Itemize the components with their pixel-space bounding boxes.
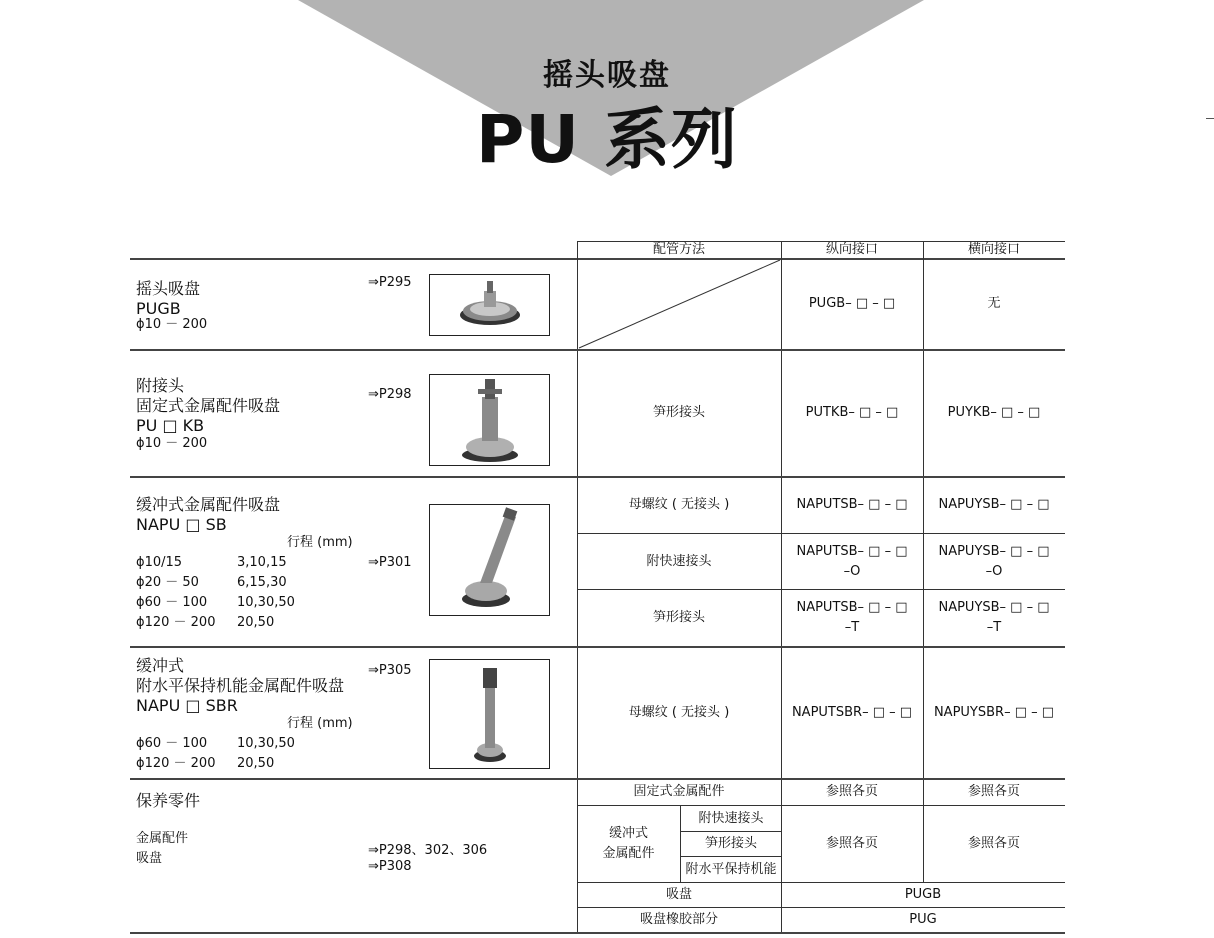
maint-rubber-label: 吸盘橡胶部分 [639, 912, 718, 927]
row3-stroke-label: 行程 (mm) [287, 535, 353, 550]
row4-page-ref[interactable]: ⇒P305 [368, 663, 412, 678]
row1-product-image [429, 274, 550, 336]
row2-name: 附接头 固定式金属配件吸盘 PU □ KB [136, 376, 281, 435]
buffer-fitting-pad-icon [430, 505, 549, 615]
row4-name: 缓冲式 附水平保持机能金属配件吸盘 NAPU □ SBR [136, 656, 345, 715]
swivel-pad-icon [430, 275, 549, 335]
table-bottom-rule [130, 932, 1065, 934]
row3-sub1-vertical: NAPUTSB– □ – □ [796, 497, 908, 512]
row3-stroke-3: 20,50 [237, 615, 275, 630]
row3-sub2-horizontal: NAPUYSB– □ – □ –O [938, 543, 1050, 579]
row3-size-0: ϕ10/15 [136, 555, 183, 570]
row4-stroke-1: 20,50 [237, 756, 275, 771]
maint-fixed-fitting: 固定式金属配件 [633, 784, 725, 799]
row2-vertical-model: PUTKB– □ – □ [805, 405, 899, 420]
maintenance-title: 保养零件 [136, 791, 201, 810]
maint-buffer-opt-quick: 附快速接头 [698, 810, 764, 826]
edge-mark [1206, 118, 1214, 119]
row4-horizontal-model: NAPUYSBR– □ – □ [933, 704, 1055, 720]
row3-sub2-pipe: 附快速接头 [646, 553, 712, 569]
row3-stroke-2: 10,30,50 [237, 595, 295, 610]
maint-buffer-horizontal: 参照各页 [967, 836, 1020, 851]
maint-pad-value: PUGB [904, 887, 942, 902]
row1-vertical-model: PUGB– □ – □ [808, 296, 896, 311]
header-horizontal-port: 横向接口 [967, 242, 1020, 257]
row4-size-0: ϕ60 － 100 [136, 736, 208, 751]
header-vertical-port: 纵向接口 [825, 242, 878, 257]
title-chinese: 摇头吸盘 [543, 58, 671, 93]
row3-sub3-pipe: 笋形接头 [652, 610, 705, 625]
row3-name: 缓冲式金属配件吸盘 NAPU □ SB [136, 495, 281, 534]
row3-size-1: ϕ20 － 50 [136, 575, 199, 590]
row1-horizontal-model: 无 [987, 296, 1001, 311]
row3-sub3-vertical: NAPUTSB– □ – □ –T [796, 600, 908, 635]
maintenance-ref-pad[interactable]: ⇒P308 [368, 859, 412, 874]
row3-sub1-pipe: 母螺纹 ( 无接头 ) [628, 497, 730, 512]
row1-page-ref[interactable]: ⇒P295 [368, 275, 412, 290]
row1-no-pipe-diagonal [577, 259, 781, 349]
row2-range: ϕ10 － 200 [136, 436, 208, 451]
row2-page-ref[interactable]: ⇒P298 [368, 387, 412, 402]
row3-size-2: ϕ60 － 100 [136, 595, 208, 610]
maint-buffer-label: 缓冲式 金属配件 [602, 826, 655, 861]
row3-sub2-vertical: NAPUTSB– □ – □ –O [796, 543, 908, 579]
row4-pipe-method: 母螺纹 ( 无接头 ) [628, 704, 730, 720]
row4-size-1: ϕ120 － 200 [136, 756, 216, 771]
row1-range: ϕ10 － 200 [136, 317, 208, 332]
row2-pipe-method: 笋形接头 [652, 405, 705, 420]
row3-stroke-1: 6,15,30 [237, 575, 287, 590]
row3-size-3: ϕ120 － 200 [136, 615, 216, 630]
maint-buffer-vertical: 参照各页 [825, 836, 878, 851]
maintenance-item-fitting: 金属配件 [136, 831, 189, 846]
maint-buffer-opt-level: 附水平保持机能 [685, 861, 777, 877]
maint-fixed-horizontal: 参照各页 [967, 784, 1020, 799]
row3-product-image [429, 504, 550, 616]
row3-page-ref[interactable]: ⇒P301 [368, 555, 412, 570]
row2-horizontal-model: PUYKB– □ – □ [947, 405, 1041, 420]
row4-stroke-0: 10,30,50 [237, 736, 295, 751]
header-pipe-method: 配管方法 [652, 242, 705, 257]
row3-stroke-0: 3,10,15 [237, 555, 287, 570]
level-hold-pad-icon [430, 660, 549, 768]
maint-fixed-vertical: 参照各页 [825, 784, 878, 799]
row2-product-image [429, 374, 550, 466]
row1-name: 摇头吸盘 PUGB [136, 279, 201, 318]
row4-vertical-model: NAPUTSBR– □ – □ [791, 704, 913, 720]
maint-buffer-opt-barb: 笋形接头 [704, 836, 757, 851]
row3-sub1-horizontal: NAPUYSB– □ – □ [938, 497, 1050, 512]
title-series: PU 系列 [476, 101, 738, 178]
maint-rubber-value: PUG [909, 912, 937, 927]
row4-product-image [429, 659, 550, 769]
maintenance-ref-fitting[interactable]: ⇒P298、302、306 [368, 843, 488, 858]
maint-pad-label: 吸盘 [665, 887, 692, 902]
row3-sub3-horizontal: NAPUYSB– □ – □ –T [938, 600, 1050, 635]
maintenance-item-pad: 吸盘 [136, 851, 163, 866]
fixed-fitting-pad-icon [430, 375, 549, 465]
row4-stroke-label: 行程 (mm) [287, 716, 353, 731]
